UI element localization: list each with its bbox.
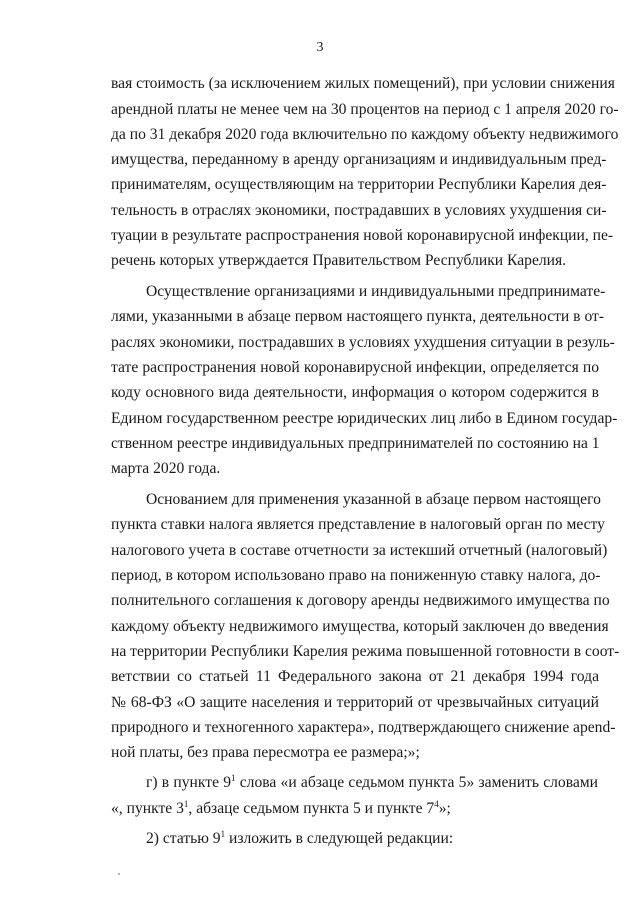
paragraph-1-line: вая стоимость (за исключением жилых помещений), при условии снижения (111, 75, 615, 92)
paragraph-3-line: природного и техногенного характера», подтверждающего снижение арend- (111, 719, 616, 736)
item-g-text: »; (438, 800, 451, 817)
paragraph-3-line: ветствии со статьей 11 Федерального закона от 21 декабря 1994 года (111, 668, 599, 685)
superscript: 1 (220, 829, 226, 839)
paragraph-2-line: тате распространения новой коронавирусной инфекции, определяется по (111, 359, 599, 376)
paragraph-3-line: ной платы, без права пересмотра ее размера;»; (111, 744, 420, 761)
paragraph-1-line: туации в результате распространения новой коронавирусной инфекции, пе- (111, 227, 614, 244)
item-g-text: слова «и абзаце седьмом пункта 5» заменить словами (235, 774, 598, 791)
paragraph-1-line: имущества, переданному в аренду организациям и индивидуальным пред- (111, 151, 607, 168)
superscript: 1 (231, 773, 236, 783)
paragraph-1-line: арендной платы не менее чем на 30 процентов на период с 1 апреля 2020 го- (111, 101, 619, 118)
item-g-line-2 (111, 799, 599, 819)
paragraph-2-line: раслях экономики, пострадавших в условиях ухудшения ситуации в резуль- (111, 334, 615, 351)
paragraph-1-line: тельность в отраслях экономики, пострадавших в условиях ухудшения си- (111, 202, 607, 219)
paragraph-1-line: речень которых утверждается Правительством Республики Карелия. (111, 252, 567, 269)
scan-speck (118, 873, 120, 875)
item-2-line (146, 829, 599, 849)
paragraph-1-line: да по 31 декабря 2020 года включительно по каждому объекту недвижимого (111, 126, 619, 143)
paragraph-3-line: каждому объекту недвижимого имущества, который заключен до введения (111, 618, 609, 635)
paragraph-2-line: коду основного вида деятельности, информация о котором содержится в (111, 384, 599, 401)
paragraph-3-line: Основанием для применения указанной в абзаце первом настоящего (146, 491, 601, 508)
paragraph-3-line: на территории Республики Карелия режима повышенной готовности в соот- (111, 643, 620, 660)
paragraph-3-line: пункта ставки налога является представление в налоговый орган по месту (111, 516, 605, 533)
superscript: 4 (434, 799, 439, 809)
item-g-line-1 (146, 773, 598, 793)
paragraph-3-line: период, в котором использовано право на пониженную ставку налога, до- (111, 567, 601, 584)
paragraph-2-line: лями, указанными в абзаце первом настоящего пункта, деятельности в от- (111, 308, 605, 325)
item-2-text: 2) статью 9 (146, 830, 221, 847)
item-g-text: г) в пункте 9 (146, 774, 232, 791)
page-number: 3 (316, 40, 324, 55)
paragraph-2-line: ственном реестре индивидуальных предпринимателей по состоянию на 1 (111, 435, 600, 452)
superscript: 1 (183, 799, 189, 809)
paragraph-2-line: Осуществление организациями и индивидуальными предпринимате- (146, 283, 606, 300)
paragraph-2-line: Едином государственном реестре юридических лиц либо в Едином государ- (111, 410, 618, 427)
item-g-text: «, пункте 3 (111, 800, 184, 817)
paragraph-3-line: налогового учета в составе отчетности за истекший отчетный (налоговый) (111, 542, 608, 559)
paragraph-3-line: № 68-ФЗ «О защите населения и территорий от чрезвычайных ситуаций (111, 694, 599, 711)
paragraph-1-line: принимателям, осуществляющим на территории Республики Карелия дея- (111, 176, 607, 193)
item-2-text: изложить в следующей редакции: (225, 830, 454, 847)
paragraph-3-line: полнительного соглашения к договору аренды недвижимого имущества по (111, 592, 610, 609)
item-g-text: , абзаце седьмом пункта 5 и пункте 7 (188, 800, 435, 817)
paragraph-2-line: марта 2020 года. (111, 460, 221, 477)
